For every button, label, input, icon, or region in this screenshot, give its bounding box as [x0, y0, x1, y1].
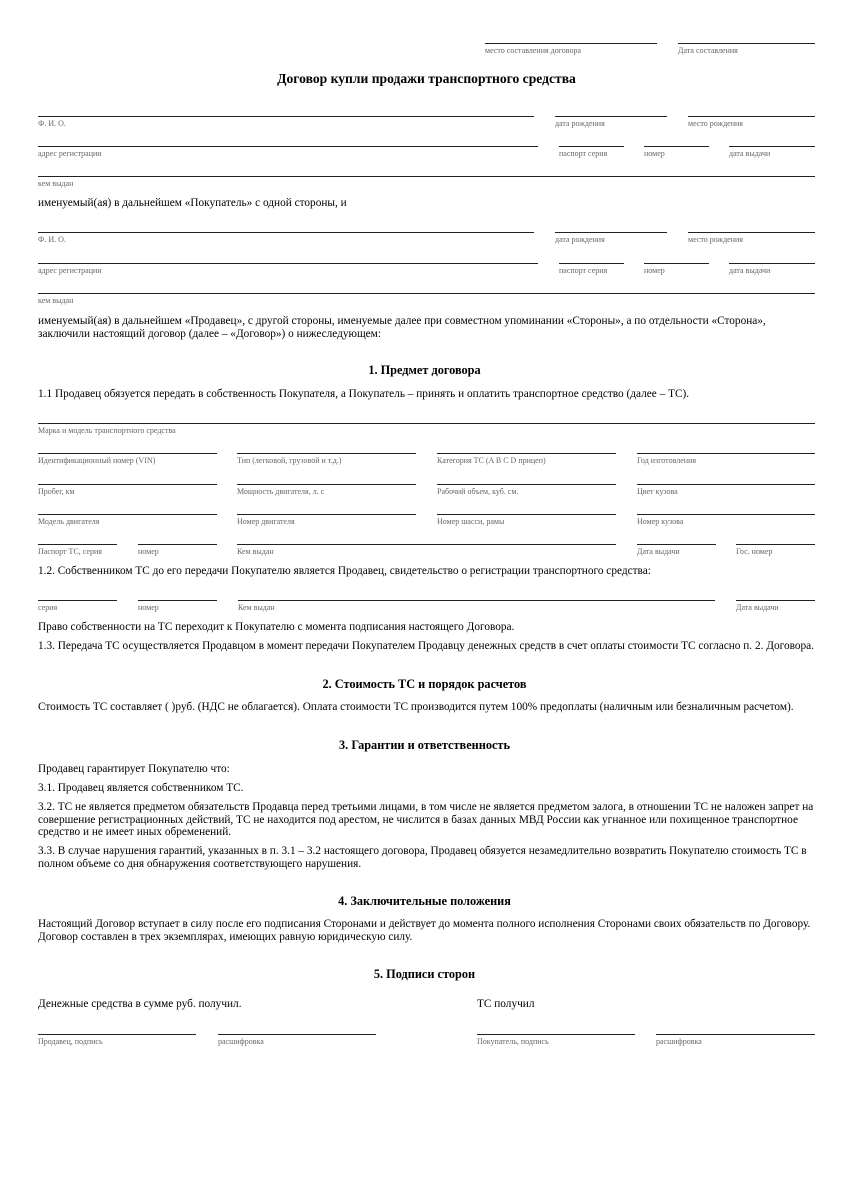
buyer-name-decode-field[interactable]: [656, 1034, 815, 1047]
cert-series-field[interactable]: [38, 600, 117, 613]
clause-1-2: 1.2. Собственником ТС до его передачи Покупателю является Продавец, свидетельство о регистрации транспортного средства:: [38, 565, 651, 577]
section-1-heading: 1. Предмет договора: [368, 363, 481, 377]
seller-named-text: именуемый(ая) в дальнейшем «Продавец», с другой стороны, именуемые далее при совместном упоминании «Стороны», а по отдельности «Сторона», заключили настоящий договор (далее – «Договор») о нижеследующем:: [38, 315, 766, 340]
car-received-text: ТС получил: [477, 998, 535, 1010]
buyer-passport-date-field[interactable]: [729, 146, 815, 159]
contract-date-field[interactable]: [678, 43, 815, 56]
body-color-field[interactable]: [637, 484, 815, 497]
buyer-signature-field[interactable]: [477, 1034, 635, 1047]
field-label: Идентификационный номер (VIN): [38, 456, 156, 465]
seller-fio-field[interactable]: [38, 232, 534, 245]
field-label: Продавец, подпись: [38, 1037, 103, 1046]
cert-issued-by-field[interactable]: [238, 600, 715, 613]
field-label: дата рождения: [555, 119, 605, 128]
section-3-heading: 3. Гарантии и ответственность: [339, 738, 510, 752]
seller-passport-series-field[interactable]: [559, 263, 624, 276]
seller-signature-field[interactable]: [38, 1034, 196, 1047]
contract-place-field[interactable]: [485, 43, 657, 56]
document-title: Договор купли продажи транспортного средства: [277, 71, 576, 86]
field-label: расшифровка: [218, 1037, 264, 1046]
pts-series-field[interactable]: [38, 544, 117, 557]
ownership-text: Право собственности на ТС переходит к Покупателю с момента подписания настоящего Договора.: [38, 621, 515, 633]
buyer-fio-field[interactable]: [38, 116, 534, 129]
pts-issued-by-field[interactable]: [237, 544, 616, 557]
vehicle-type-field[interactable]: [237, 453, 416, 466]
field-label: дата выдачи: [729, 149, 771, 158]
section-4-heading: 4. Заключительные положения: [338, 894, 511, 908]
body-number-field[interactable]: [637, 514, 815, 527]
field-label: Дата выдачи: [637, 547, 680, 556]
field-label: паспорт серия: [559, 266, 608, 275]
field-label: место рождения: [688, 235, 743, 244]
engine-model-field[interactable]: [38, 514, 217, 527]
field-label: адрес регистрации: [38, 266, 102, 275]
field-label: место рождения: [688, 119, 743, 128]
field-label: Категория ТС (A B C D прицеп): [437, 456, 546, 465]
field-label: Дата составления: [678, 46, 738, 55]
guarantee-intro: Продавец гарантирует Покупателю что:: [38, 763, 230, 775]
section-2-heading: 2. Стоимость ТС и порядок расчетов: [322, 677, 527, 691]
make-model-field[interactable]: [38, 423, 815, 436]
field-label: Дата выдачи: [736, 603, 779, 612]
field-label: кем выдан: [38, 296, 74, 305]
mileage-field[interactable]: [38, 484, 217, 497]
price-text: Стоимость ТС составляет ( )руб. (НДС не облагается). Оплата стоимости ТС производится путем 100% предоплаты (наличным или безналичным расчетом).: [38, 701, 794, 713]
money-received-text: Денежные средства в сумме руб. получил.: [38, 998, 242, 1010]
buyer-birth-place-field[interactable]: [688, 116, 815, 129]
clause-3-1: 3.1. Продавец является собственником ТС.: [38, 782, 244, 794]
field-label: Номер двигателя: [237, 517, 295, 526]
manufacture-year-field[interactable]: [637, 453, 815, 466]
clause-1-3: 1.3. Передача ТС осуществляется Продавцом в момент передачи Покупателем Продавцу денежных средств в счет оплаты стоимости ТС согласно п. 2. Договора.: [38, 640, 814, 652]
field-label: Покупатель, подпись: [477, 1037, 549, 1046]
field-label: расшифровка: [656, 1037, 702, 1046]
engine-number-field[interactable]: [237, 514, 416, 527]
field-label: Модель двигателя: [38, 517, 100, 526]
field-label: кем выдан: [38, 179, 74, 188]
buyer-named-text: именуемый(ая) в дальнейшем «Покупатель» с одной стороны, и: [38, 197, 347, 209]
buyer-address-field[interactable]: [38, 146, 538, 159]
field-label: Год изготовления: [637, 456, 697, 465]
field-label: Пробег, км: [38, 487, 75, 496]
field-label: паспорт серия: [559, 149, 608, 158]
pts-issue-date-field[interactable]: [637, 544, 716, 557]
buyer-passport-number-field[interactable]: [644, 146, 709, 159]
seller-passport-date-field[interactable]: [729, 263, 815, 276]
engine-volume-field[interactable]: [437, 484, 616, 497]
field-label: место составления договора: [485, 46, 582, 55]
buyer-birth-date-field[interactable]: [555, 116, 667, 129]
license-plate-field[interactable]: [736, 544, 815, 557]
clause-1-1: 1.1 Продавец обязуется передать в собственность Покупателя, а Покупатель – принять и оплатить транспортное средство (далее – ТС).: [38, 388, 690, 400]
field-label: серия: [38, 603, 58, 612]
field-label: Кем выдан: [237, 547, 274, 556]
vin-field[interactable]: [38, 453, 217, 466]
field-label: дата рождения: [555, 235, 605, 244]
field-label: Номер кузова: [637, 517, 684, 526]
seller-issued-by-field[interactable]: [38, 293, 815, 306]
engine-power-field[interactable]: [237, 484, 416, 497]
seller-birth-place-field[interactable]: [688, 232, 815, 245]
vehicle-category-field[interactable]: [437, 453, 616, 466]
field-label: Ф. И. О.: [38, 235, 66, 244]
field-label: Цвет кузова: [637, 487, 678, 496]
field-label: номер: [138, 603, 159, 612]
buyer-passport-series-field[interactable]: [559, 146, 624, 159]
field-label: Рабочий объем, куб. см.: [437, 487, 519, 496]
chassis-number-field[interactable]: [437, 514, 616, 527]
field-label: Паспорт ТС, серия: [38, 547, 102, 556]
field-label: номер: [644, 149, 665, 158]
field-label: Марка и модель транспортного средства: [38, 426, 176, 435]
seller-birth-date-field[interactable]: [555, 232, 667, 245]
cert-number-field[interactable]: [138, 600, 217, 613]
field-label: Номер шасси, рамы: [437, 517, 505, 526]
cert-issue-date-field[interactable]: [736, 600, 815, 613]
field-label: Гос. номер: [736, 547, 773, 556]
field-label: номер: [138, 547, 159, 556]
field-label: Тип (легковой, грузовой и т.д.): [237, 456, 342, 465]
field-label: дата выдачи: [729, 266, 771, 275]
field-label: Кем выдан: [238, 603, 275, 612]
seller-address-field[interactable]: [38, 263, 538, 276]
final-provisions-text: Настоящий Договор вступает в силу после его подписания Сторонами и действует до момента полного исполнения Сторонами своих обязательств по Договору. Договор составлен в трех экземплярах, имеющих равную юридическую силу.: [38, 918, 811, 943]
section-5-heading: 5. Подписи сторон: [373, 967, 476, 981]
seller-name-decode-field[interactable]: [218, 1034, 376, 1047]
field-label: Мощность двигателя, л. с: [237, 487, 325, 496]
field-label: номер: [644, 266, 665, 275]
field-label: Ф. И. О.: [38, 119, 66, 128]
buyer-issued-by-field[interactable]: [38, 176, 815, 189]
seller-passport-number-field[interactable]: [644, 263, 709, 276]
pts-number-field[interactable]: [138, 544, 217, 557]
clause-3-3: 3.3. В случае нарушения гарантий, указанных в п. 3.1 – 3.2 настоящего договора, Продавец обязуется незамедлительно возвратить Покупателю стоимость ТС в полном объеме со дня обнаружения соответствующего нарушения.: [38, 845, 807, 870]
clause-3-2: 3.2. ТС не является предметом обязательств Продавца перед третьими лицами, в том числе не является предметом залога, в отношении ТС не наложен запрет на совершение регистрационных действий, ТС не находится под арестом, не числится в базах данных МВД России как угнанное или похищенное транспортное средство и не имеет иных обременений.: [38, 801, 814, 838]
field-label: адрес регистрации: [38, 149, 102, 158]
